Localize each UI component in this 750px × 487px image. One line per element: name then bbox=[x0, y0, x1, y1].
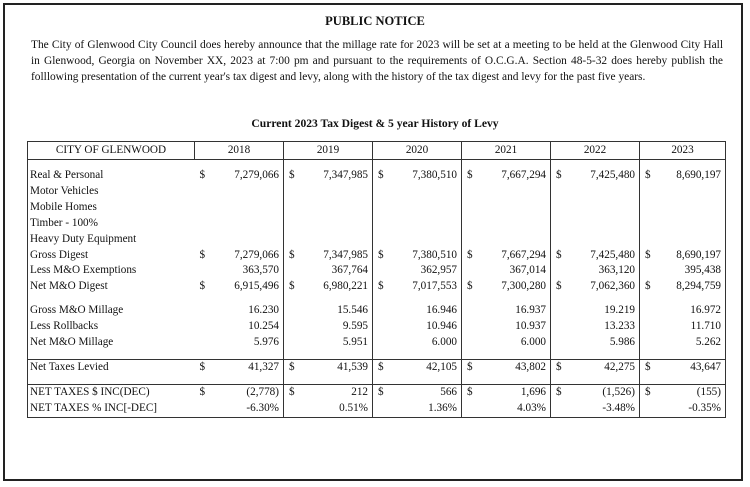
cell-value: -6.30% bbox=[209, 401, 284, 417]
row-label: Gross M&O Millage bbox=[28, 303, 195, 319]
cell-value: 363,120 bbox=[565, 263, 640, 279]
cell-value: 41,539 bbox=[298, 359, 373, 375]
cell-value: 10.254 bbox=[209, 319, 284, 335]
year-header: 2018 bbox=[195, 142, 284, 160]
currency-symbol bbox=[284, 319, 298, 335]
cell-value: 42,105 bbox=[387, 359, 462, 375]
currency-symbol bbox=[462, 232, 476, 248]
row-label: Net M&O Digest bbox=[28, 279, 195, 295]
cell-value bbox=[298, 184, 373, 200]
cell-value: 6,980,221 bbox=[298, 279, 373, 295]
currency-symbol bbox=[551, 263, 565, 279]
currency-symbol: $ bbox=[289, 248, 295, 261]
cell-value: 43,802 bbox=[476, 359, 551, 375]
currency-symbol: $ bbox=[467, 248, 473, 261]
cell-value bbox=[298, 216, 373, 232]
currency-symbol bbox=[462, 184, 476, 200]
currency-symbol bbox=[462, 319, 476, 335]
currency-symbol: $ bbox=[378, 280, 384, 293]
cell-value: 7,347,985 bbox=[298, 248, 373, 264]
year-header: 2020 bbox=[373, 142, 462, 160]
cell-value: 5.986 bbox=[565, 335, 640, 351]
currency-symbol bbox=[640, 184, 654, 200]
currency-symbol bbox=[462, 200, 476, 216]
cell-value bbox=[565, 232, 640, 248]
table-row bbox=[28, 335, 726, 351]
year-header: 2019 bbox=[284, 142, 373, 160]
notice-paragraph: The City of Glenwood City Council does hereby announce that the millage rate for 2023 will be set at a meeting to be held at the Glenwood City Hall in Glenwood, Georgia on November XX, 2023 at 7:00 pm and pursuant to the requirements of O.C.G.A. Section 48-5-32 does hereby publish the folllowing presentation of the current year's tax digest and levy, along with the history of the tax digest and levy for the past five years. bbox=[31, 39, 723, 83]
row-label: Heavy Duty Equipment bbox=[28, 232, 195, 248]
currency-symbol: $ bbox=[284, 359, 298, 375]
currency-symbol bbox=[373, 335, 387, 351]
spacer-row bbox=[28, 160, 726, 169]
row-label: Less Rollbacks bbox=[28, 319, 195, 335]
currency-symbol: $ bbox=[645, 169, 651, 181]
currency-symbol bbox=[373, 401, 387, 417]
row-label: Gross Digest bbox=[28, 248, 195, 264]
currency-symbol bbox=[284, 335, 298, 351]
cell-value: 43,647 bbox=[654, 359, 726, 375]
currency-symbol bbox=[373, 263, 387, 279]
table-subtitle: Current 2023 Tax Digest & 5 year History of Levy bbox=[251, 117, 499, 130]
row-label: NET TAXES % INC[-DEC] bbox=[28, 401, 195, 417]
currency-symbol bbox=[373, 184, 387, 200]
currency-symbol bbox=[640, 200, 654, 216]
currency-symbol bbox=[373, 319, 387, 335]
currency-symbol bbox=[640, 263, 654, 279]
currency-symbol bbox=[551, 303, 565, 319]
cell-value: 566 bbox=[387, 384, 462, 400]
cell-value: 16.230 bbox=[209, 303, 284, 319]
currency-symbol bbox=[284, 401, 298, 417]
currency-symbol bbox=[373, 216, 387, 232]
currency-symbol: $ bbox=[462, 384, 476, 400]
cell-value bbox=[476, 184, 551, 200]
currency-symbol: $ bbox=[199, 280, 206, 293]
cell-value bbox=[298, 200, 373, 216]
cell-value bbox=[565, 184, 640, 200]
currency-symbol: $ bbox=[467, 280, 473, 293]
row-label: Mobile Homes bbox=[28, 200, 195, 216]
cell-value: 0.51% bbox=[298, 401, 373, 417]
cell-value: 367,014 bbox=[476, 263, 551, 279]
cell-value: 6.000 bbox=[476, 335, 551, 351]
currency-symbol: $ bbox=[378, 248, 384, 261]
currency-symbol bbox=[551, 184, 565, 200]
currency-symbol bbox=[462, 303, 476, 319]
row-label: NET TAXES $ INC(DEC) bbox=[28, 384, 195, 400]
cell-value: 5.262 bbox=[654, 335, 726, 351]
cell-value: 11.710 bbox=[654, 319, 726, 335]
currency-symbol bbox=[551, 216, 565, 232]
cell-value: 7,279,066 bbox=[209, 168, 284, 184]
cell-value: 1,696 bbox=[476, 384, 551, 400]
cell-value: 7,667,294 bbox=[476, 168, 551, 184]
cell-value bbox=[476, 200, 551, 216]
currency-symbol bbox=[462, 401, 476, 417]
table-row bbox=[28, 263, 726, 279]
table-row bbox=[28, 319, 726, 335]
cell-value bbox=[209, 184, 284, 200]
cell-value bbox=[476, 232, 551, 248]
cell-value: 8,690,197 bbox=[654, 168, 726, 184]
cell-value: 9.595 bbox=[298, 319, 373, 335]
cell-value bbox=[654, 200, 726, 216]
table-header-row bbox=[28, 142, 726, 160]
row-label: Net M&O Millage bbox=[28, 335, 195, 351]
row-label: Real & Personal bbox=[28, 168, 195, 184]
cell-value: (155) bbox=[654, 384, 726, 400]
cell-value bbox=[654, 232, 726, 248]
cell-value: 16.946 bbox=[387, 303, 462, 319]
currency-symbol: $ bbox=[640, 384, 654, 400]
cell-value: 4.03% bbox=[476, 401, 551, 417]
cell-value bbox=[387, 216, 462, 232]
currency-symbol bbox=[462, 216, 476, 232]
cell-value: 8,294,759 bbox=[654, 279, 726, 295]
currency-symbol bbox=[284, 200, 298, 216]
currency-symbol: $ bbox=[467, 169, 473, 181]
currency-symbol: $ bbox=[556, 280, 562, 293]
currency-symbol: $ bbox=[289, 169, 295, 181]
cell-value bbox=[565, 200, 640, 216]
cell-value: 6,915,496 bbox=[209, 279, 284, 295]
currency-symbol bbox=[551, 200, 565, 216]
currency-symbol: $ bbox=[199, 248, 206, 261]
cell-value: 7,425,480 bbox=[565, 168, 640, 184]
cell-value: 10.946 bbox=[387, 319, 462, 335]
cell-value: 5.976 bbox=[209, 335, 284, 351]
cell-value: 1.36% bbox=[387, 401, 462, 417]
currency-symbol bbox=[640, 232, 654, 248]
cell-value: 212 bbox=[298, 384, 373, 400]
table-row bbox=[28, 279, 726, 295]
cell-value: 5.951 bbox=[298, 335, 373, 351]
currency-symbol bbox=[195, 232, 209, 248]
currency-symbol bbox=[195, 216, 209, 232]
currency-symbol bbox=[284, 263, 298, 279]
spacer-row bbox=[28, 351, 726, 360]
currency-symbol bbox=[284, 216, 298, 232]
cell-value: 13.233 bbox=[565, 319, 640, 335]
cell-value bbox=[387, 184, 462, 200]
table-row bbox=[28, 216, 726, 232]
cell-value: 7,667,294 bbox=[476, 248, 551, 264]
currency-symbol: $ bbox=[551, 384, 565, 400]
currency-symbol: $ bbox=[556, 248, 562, 261]
currency-symbol bbox=[195, 319, 209, 335]
cell-value: 7,062,360 bbox=[565, 279, 640, 295]
cell-value: 7,279,066 bbox=[209, 248, 284, 264]
cell-value bbox=[476, 216, 551, 232]
cell-value: 7,380,510 bbox=[387, 168, 462, 184]
currency-symbol bbox=[640, 319, 654, 335]
row-label: Motor Vehicles bbox=[28, 184, 195, 200]
currency-symbol bbox=[373, 200, 387, 216]
cell-value: 41,327 bbox=[209, 359, 284, 375]
currency-symbol: $ bbox=[645, 280, 651, 293]
cell-value: 7,300,280 bbox=[476, 279, 551, 295]
cell-value bbox=[209, 200, 284, 216]
currency-symbol: $ bbox=[195, 359, 209, 375]
currency-symbol: $ bbox=[199, 169, 206, 181]
cell-value bbox=[565, 216, 640, 232]
currency-symbol: $ bbox=[645, 248, 651, 261]
cell-value: 363,570 bbox=[209, 263, 284, 279]
currency-symbol bbox=[195, 335, 209, 351]
table-row bbox=[28, 248, 726, 264]
cell-value: 6.000 bbox=[387, 335, 462, 351]
table-row bbox=[28, 303, 726, 319]
row-label: Timber - 100% bbox=[28, 216, 195, 232]
cell-value: 367,764 bbox=[298, 263, 373, 279]
currency-symbol: $ bbox=[556, 169, 562, 181]
currency-symbol: $ bbox=[378, 169, 384, 181]
cell-value: 16.972 bbox=[654, 303, 726, 319]
cell-value: 8,690,197 bbox=[654, 248, 726, 264]
table-row bbox=[28, 384, 726, 400]
currency-symbol bbox=[195, 401, 209, 417]
row-label: Less M&O Exemptions bbox=[28, 263, 195, 279]
currency-symbol: $ bbox=[462, 359, 476, 375]
currency-symbol: $ bbox=[284, 384, 298, 400]
table-row bbox=[28, 232, 726, 248]
table-row bbox=[28, 184, 726, 200]
cell-value: 395,438 bbox=[654, 263, 726, 279]
row-label: Net Taxes Levied bbox=[28, 359, 195, 375]
year-header: 2023 bbox=[640, 142, 726, 160]
cell-value: 42,275 bbox=[565, 359, 640, 375]
currency-symbol: $ bbox=[195, 384, 209, 400]
currency-symbol bbox=[551, 319, 565, 335]
cell-value bbox=[654, 216, 726, 232]
currency-symbol bbox=[640, 303, 654, 319]
cell-value bbox=[298, 232, 373, 248]
cell-value bbox=[209, 232, 284, 248]
cell-value: (1,526) bbox=[565, 384, 640, 400]
cell-value: -0.35% bbox=[654, 401, 726, 417]
currency-symbol: $ bbox=[640, 359, 654, 375]
currency-symbol bbox=[195, 263, 209, 279]
currency-symbol bbox=[284, 232, 298, 248]
currency-symbol bbox=[462, 335, 476, 351]
currency-symbol bbox=[640, 216, 654, 232]
currency-symbol: $ bbox=[289, 280, 295, 293]
cell-value bbox=[387, 200, 462, 216]
cell-value: 16.937 bbox=[476, 303, 551, 319]
currency-symbol bbox=[462, 263, 476, 279]
cell-value bbox=[654, 184, 726, 200]
currency-symbol bbox=[195, 184, 209, 200]
currency-symbol bbox=[195, 200, 209, 216]
cell-value: 7,380,510 bbox=[387, 248, 462, 264]
table-row bbox=[28, 401, 726, 417]
header-city-label: CITY OF GLENWOOD bbox=[28, 142, 195, 160]
currency-symbol bbox=[195, 303, 209, 319]
cell-value: -3.48% bbox=[565, 401, 640, 417]
cell-value: 362,957 bbox=[387, 263, 462, 279]
cell-value: 7,425,480 bbox=[565, 248, 640, 264]
spacer-row bbox=[28, 295, 726, 303]
currency-symbol bbox=[640, 401, 654, 417]
cell-value: 15.546 bbox=[298, 303, 373, 319]
levy-table bbox=[27, 141, 726, 418]
currency-symbol bbox=[640, 335, 654, 351]
currency-symbol bbox=[284, 184, 298, 200]
cell-value: 19.219 bbox=[565, 303, 640, 319]
currency-symbol bbox=[551, 335, 565, 351]
year-header: 2021 bbox=[462, 142, 551, 160]
table-row bbox=[28, 359, 726, 375]
cell-value bbox=[387, 232, 462, 248]
currency-symbol: $ bbox=[551, 359, 565, 375]
cell-value: 10.937 bbox=[476, 319, 551, 335]
table-row bbox=[28, 200, 726, 216]
currency-symbol bbox=[373, 232, 387, 248]
currency-symbol bbox=[551, 401, 565, 417]
currency-symbol bbox=[284, 303, 298, 319]
spacer-row bbox=[28, 376, 726, 385]
year-header: 2022 bbox=[551, 142, 640, 160]
cell-value: 7,017,553 bbox=[387, 279, 462, 295]
cell-value: (2,778) bbox=[209, 384, 284, 400]
cell-value bbox=[209, 216, 284, 232]
currency-symbol bbox=[551, 232, 565, 248]
currency-symbol: $ bbox=[373, 384, 387, 400]
currency-symbol: $ bbox=[373, 359, 387, 375]
cell-value: 7,347,985 bbox=[298, 168, 373, 184]
currency-symbol bbox=[373, 303, 387, 319]
notice-title: PUBLIC NOTICE bbox=[325, 14, 425, 28]
table-row bbox=[28, 168, 726, 184]
